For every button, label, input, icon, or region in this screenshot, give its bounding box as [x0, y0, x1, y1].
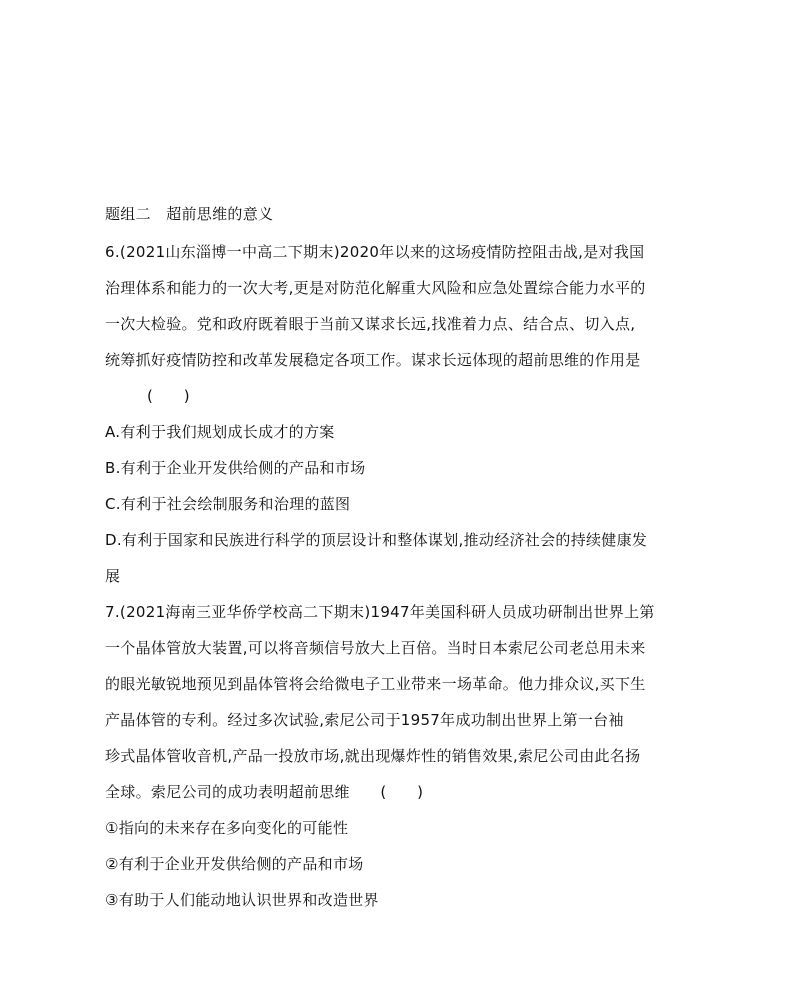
question-6-option-d-cont: 展	[105, 567, 121, 585]
question-6-option-c: C.有利于社会绘制服务和治理的蓝图	[105, 495, 351, 513]
question-6-answer-blank: ( )	[147, 387, 190, 405]
question-7-statement-3: ③有助于人们能动地认识世界和改造世界	[105, 891, 379, 909]
question-7-line-2: 一个晶体管放大装置,可以将音频信号放大上百倍。当时日本索尼公司老总用未来	[105, 639, 646, 657]
question-7-line-5: 珍式晶体管收音机,产品一投放市场,就出现爆炸性的销售效果,索尼公司由此名扬	[105, 747, 641, 765]
question-6	[105, 234, 705, 594]
question-7-line-1: 7.(2021海南三亚华侨学校高二下期末)1947年美国科研人员成功研制出世界上第	[105, 603, 655, 621]
question-6-option-a: A.有利于我们规划成长成才的方案	[105, 423, 335, 441]
question-6-line-3: 一次大检验。党和政府既着眼于当前又谋求长远,找准着力点、结合点、切入点,	[105, 315, 636, 333]
question-7-line-3: 的眼光敏锐地预见到晶体管将会给微电子工业带来一场革命。他力排众议,买下生	[105, 675, 646, 693]
group-heading: 题组二 超前思维的意义	[105, 205, 274, 223]
document-page	[105, 200, 705, 918]
question-6-option-d: D.有利于国家和民族进行科学的顶层设计和整体谋划,推动经济社会的持续健康发	[105, 531, 648, 549]
question-6-line-2: 治理体系和能力的一次大考,更是对防范化解重大风险和应急处置综合能力水平的	[105, 279, 646, 297]
question-7-statement-1: ①指向的未来存在多向变化的可能性	[105, 819, 349, 837]
question-6-line-1: 6.(2021山东淄博一中高二下期末)2020年以来的这场疫情防控阻击战,是对我国	[105, 243, 645, 261]
question-7-statement-2: ②有利于企业开发供给侧的产品和市场	[105, 855, 364, 873]
question-6-option-b: B.有利于企业开发供给侧的产品和市场	[105, 459, 366, 477]
question-7-line-6: 全球。索尼公司的成功表明超前思维 ( )	[105, 783, 424, 801]
question-7	[105, 594, 705, 918]
question-7-line-4: 产晶体管的专利。经过多次试验,索尼公司于1957年成功制出世界上第一台袖	[105, 711, 624, 729]
question-6-line-4: 统筹抓好疫情防控和改革发展稳定各项工作。谋求长远体现的超前思维的作用是	[105, 351, 641, 369]
